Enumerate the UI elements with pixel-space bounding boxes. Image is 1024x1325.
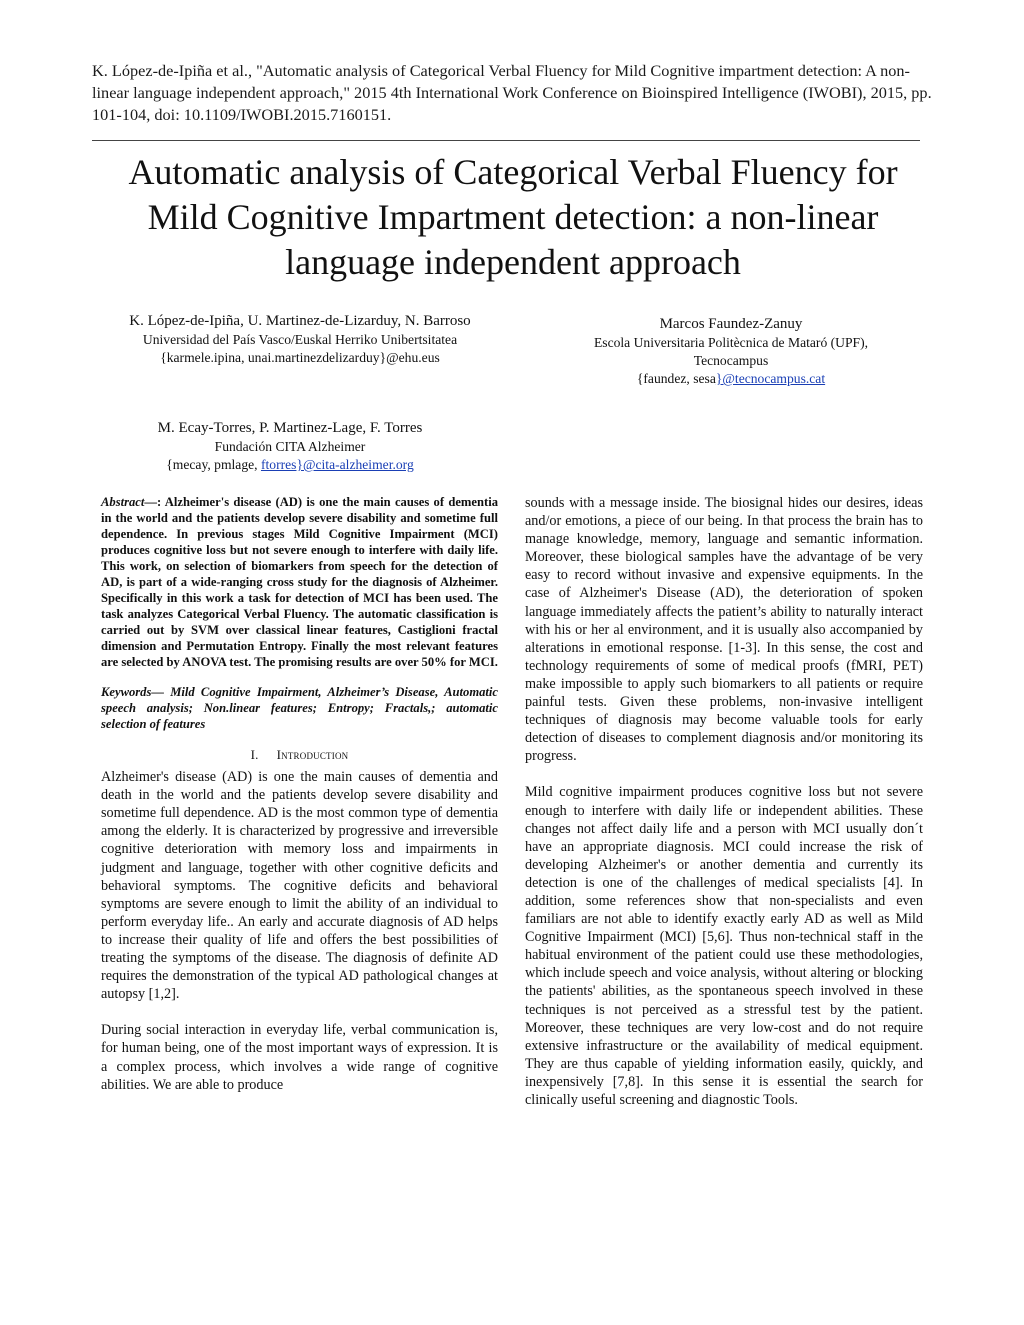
citation-header: K. López-de-Ipiña et al., "Automatic analysis of Categorical Verbal Fluency for Mild Cognitive impartment detection: A non-linear language independent approach," 2015 4th International Work Conference on Bioinspired Intelligence (IWOBI), 2015, pp. 101-104, doi: 10.1109/IWOBI.2015.7160151. — [92, 61, 932, 124]
body-paragraph: During social interaction in everyday life, verbal communication is, for human being, one of the most important ways of expression. It is a complex process, which involves a wide range of cognitive abilities. We are able to produce — [101, 1022, 498, 1093]
keywords: Keywords— Mild Cognitive Impairment, Alzheimer’s Disease, Automatic speech analysis; Non.linear features; Entropy; Fractals,; automatic selection of features — [101, 685, 498, 731]
author-block-cita — [110, 418, 470, 474]
author-email-link[interactable]: ftorres}@cita-alzheimer.org — [260, 457, 414, 472]
author-email-link[interactable]: }@tecnocampus.cat — [715, 371, 826, 386]
left-column — [101, 494, 498, 1094]
author-email: {karmele.ipina, unai.martinezdelizarduy}@ehu.eus — [160, 350, 440, 365]
section-heading — [101, 746, 498, 764]
author-names: K. López-de-Ipiña, U. Martinez-de-Lizarduy, N. Barroso — [129, 313, 471, 329]
section-title: Introduction — [276, 747, 349, 762]
section-number: I. — [250, 747, 259, 762]
author-block-upf — [560, 314, 902, 388]
abstract-label: Abstract — [101, 495, 145, 509]
author-email — [110, 456, 470, 474]
author-email — [560, 370, 902, 388]
paper-title: Automatic analysis of Categorical Verbal Fluency for Mild Cognitive Impartment detection: a non-linear language independent approach — [128, 152, 898, 282]
author-email-prefix: {mecay, pmlage, — [166, 457, 261, 472]
author-names: Marcos Faundez-Zanuy — [659, 316, 803, 332]
author-email-prefix: {faundez, sesa — [636, 371, 716, 386]
author-names: M. Ecay-Torres, P. Martinez-Lage, F. Torres — [157, 420, 423, 436]
body-paragraph: Mild cognitive impairment produces cognitive loss but not severe enough to interfere with daily life or independent abilities. These changes not affect daily life and a person with MCI usually don´t have an appropriate diagnosis. MCI could increase the risk of developing Alzheimer's or another dementia and currently its detection is one of the challenges of medical specialists [4]. In addition, some references show that non-specialists and even familiars are not able to identify exactly early AD as well as Mild Cognitive Impairment (MCI) [5,6]. Thus non-technical staff in the habitual environment of the patient could use these methodologies, which include speech and voice analysis, without altering or blocking the patients' abilities, as the spontaneous speech involved in these techniques is not perceived as a stressful test by the patient. Moreover, these techniques are very low-cost and do not require extensive infrastructure or the availability of medical equipment. They are thus capable of yielding information easily, quickly, and inexpensively [7,8]. In this sense it is essential the search for clinically useful screening and diagnostic Tools. — [525, 784, 923, 1108]
right-column — [525, 494, 923, 1109]
author-affiliation: Escola Universitaria Politècnica de Mataró (UPF), Tecnocampus — [593, 335, 869, 368]
header-divider — [92, 140, 920, 141]
body-paragraph: Alzheimer's disease (AD) is one the main causes of dementia and death in the world and the patients develop severe disability and sometime full dependence. AD is the most common type of dementia among the elderly. It is characterized by progressive and irreversible cognitive deterioration with memory loss and impairments in judgment and language, together with other cognitive deficits and behavioral symptoms. The cognitive deficits and behavioral symptoms are severe enough to limit the ability of an individual to perform everyday life.. An early and accurate diagnosis of AD helps to increase their quality of life and offers the best possibilities of treating the symptoms of the disease. The diagnosis of definite AD requires the demonstration of the typical AD pathological changes at autopsy [1,2]. — [101, 769, 498, 1003]
author-affiliation: Fundación CITA Alzheimer — [214, 439, 366, 454]
body-paragraph: sounds with a message inside. The biosignal hides our desires, ideas and/or emotions, a piece of our being. In that process the brain has to manage knowledge, memory, language and semantic information. Moreover, these biological samples have the advantage of be very easy to record without invasive and expensive equipments. In the case of Alzheimer's Disease (AD), the deterioration of spoken language immediately affects the patient’s ability to naturally interact with his or her al environment, and it is usually also accompanied by alterations in emotional response. [1-3]. In this sense, the cost and technology requirements of some of medical proofs (fMRI, PET) make impossible to apply such biomarkers to all patients or require painful tests. Given these problems, non-invasive intelligent techniques of diagnosis may become valuable tools for early detection of diseases to complement diagnosis and/or monitoring its progress. — [525, 495, 923, 765]
author-affiliation: Universidad del País Vasco/Euskal Herriko Unibertsitatea — [142, 332, 458, 347]
abstract — [101, 494, 498, 670]
author-block-ehu — [100, 311, 500, 367]
abstract-text: —: Alzheimer's disease (AD) is one the main causes of dementia in the world and the patients develop severe disability and sometime full dependence. In previous stages Mild Cognitive Impairment (MCI) produces cognitive loss but not severe enough to interfere with daily life. This work, on selection of biomarkers from speech for the detection of AD, is part of a wide-ranging cross study for the diagnosis of Alzheimer. Specifically in this work a task for detection of MCI has been used. The task analyzes Categorical Verbal Fluency. The automatic classification is carried out by SVM over classical linear features, Castiglioni fractal dimension and Permutation Entropy. Finally the most relevant features are selected by ANOVA test. The promising results are over 50% for MCI. — [101, 495, 498, 669]
